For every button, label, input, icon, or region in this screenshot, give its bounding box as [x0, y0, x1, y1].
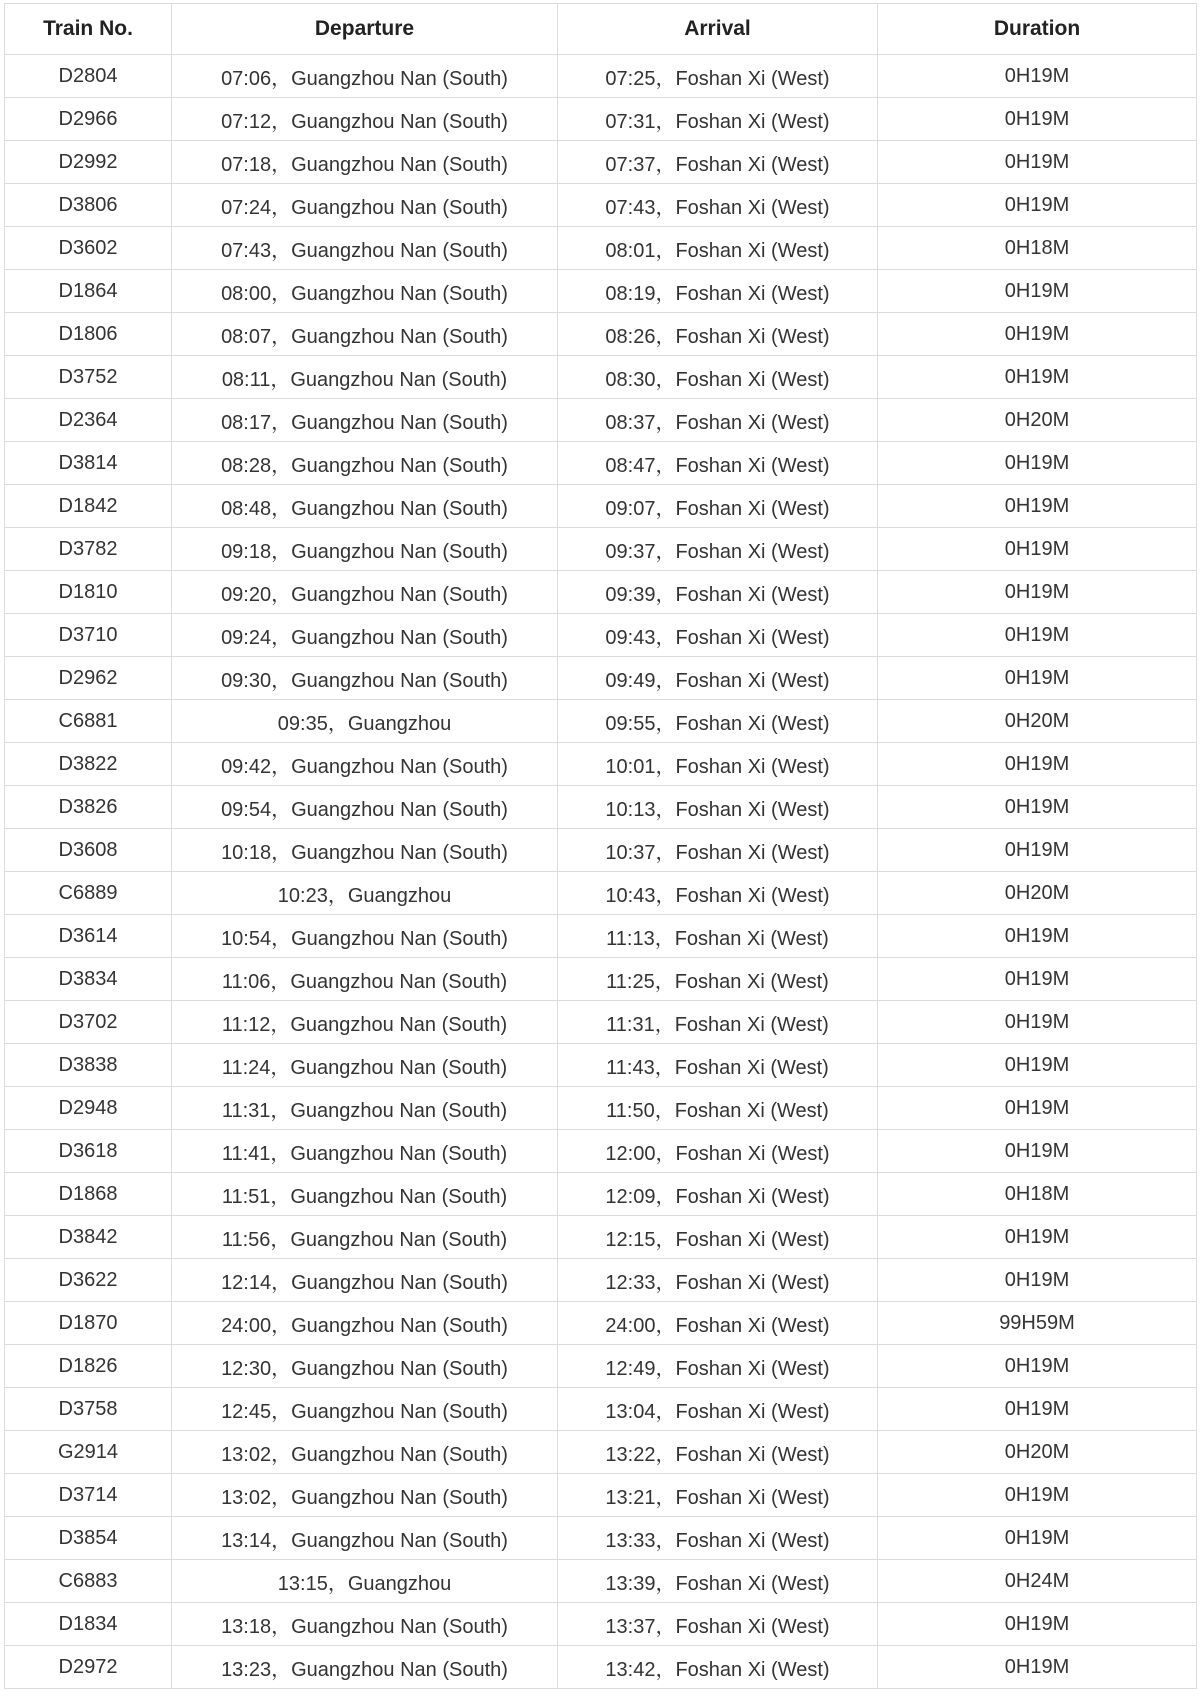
departure-cell: 08:11，Guangzhou Nan (South) — [172, 356, 558, 399]
train-number-cell: D3752 — [5, 356, 172, 399]
table-row — [5, 872, 1197, 915]
departure-cell: 10:54，Guangzhou Nan (South) — [172, 915, 558, 958]
departure-cell: 12:45，Guangzhou Nan (South) — [172, 1388, 558, 1431]
table-row — [5, 1560, 1197, 1603]
arrival-cell: 12:15，Foshan Xi (West) — [558, 1216, 878, 1259]
train-number-cell: D3602 — [5, 227, 172, 270]
duration-cell: 0H19M — [878, 528, 1197, 571]
arrival-cell: 08:01，Foshan Xi (West) — [558, 227, 878, 270]
arrival-cell: 13:42，Foshan Xi (West) — [558, 1646, 878, 1689]
departure-cell: 13:02，Guangzhou Nan (South) — [172, 1474, 558, 1517]
departure-cell: 08:00，Guangzhou Nan (South) — [172, 270, 558, 313]
duration-cell: 0H20M — [878, 399, 1197, 442]
arrival-cell: 12:00，Foshan Xi (West) — [558, 1130, 878, 1173]
departure-cell: 08:48，Guangzhou Nan (South) — [172, 485, 558, 528]
train-schedule-table — [4, 3, 1197, 1689]
arrival-cell: 11:13，Foshan Xi (West) — [558, 915, 878, 958]
arrival-cell: 09:55，Foshan Xi (West) — [558, 700, 878, 743]
arrival-cell: 11:25，Foshan Xi (West) — [558, 958, 878, 1001]
train-number-cell: D3822 — [5, 743, 172, 786]
departure-cell: 11:06，Guangzhou Nan (South) — [172, 958, 558, 1001]
train-number-cell: D3714 — [5, 1474, 172, 1517]
table-row — [5, 1001, 1197, 1044]
train-number-cell: D3622 — [5, 1259, 172, 1302]
arrival-cell: 11:31，Foshan Xi (West) — [558, 1001, 878, 1044]
train-number-cell: G2914 — [5, 1431, 172, 1474]
arrival-cell: 10:43，Foshan Xi (West) — [558, 872, 878, 915]
train-number-cell: D3806 — [5, 184, 172, 227]
table-row — [5, 1044, 1197, 1087]
duration-cell: 0H24M — [878, 1560, 1197, 1603]
table-row — [5, 915, 1197, 958]
arrival-cell: 13:33，Foshan Xi (West) — [558, 1517, 878, 1560]
duration-cell: 0H19M — [878, 1603, 1197, 1646]
train-number-cell: D1870 — [5, 1302, 172, 1345]
departure-cell: 13:18，Guangzhou Nan (South) — [172, 1603, 558, 1646]
header-train-no: Train No. — [5, 4, 172, 55]
duration-cell: 0H19M — [878, 1646, 1197, 1689]
table-row — [5, 442, 1197, 485]
train-number-cell: D3710 — [5, 614, 172, 657]
table-row — [5, 1646, 1197, 1689]
departure-cell: 09:18，Guangzhou Nan (South) — [172, 528, 558, 571]
departure-cell: 08:07，Guangzhou Nan (South) — [172, 313, 558, 356]
duration-cell: 99H59M — [878, 1302, 1197, 1345]
departure-cell: 09:30，Guangzhou Nan (South) — [172, 657, 558, 700]
table-row — [5, 1517, 1197, 1560]
duration-cell: 0H19M — [878, 55, 1197, 98]
departure-cell: 07:18，Guangzhou Nan (South) — [172, 141, 558, 184]
table-row — [5, 1302, 1197, 1345]
departure-cell: 11:12，Guangzhou Nan (South) — [172, 1001, 558, 1044]
table-row — [5, 614, 1197, 657]
departure-cell: 12:30，Guangzhou Nan (South) — [172, 1345, 558, 1388]
duration-cell: 0H19M — [878, 141, 1197, 184]
table-header — [5, 4, 1197, 55]
train-number-cell: D3854 — [5, 1517, 172, 1560]
table-row — [5, 98, 1197, 141]
arrival-cell: 12:09，Foshan Xi (West) — [558, 1173, 878, 1216]
arrival-cell: 13:37，Foshan Xi (West) — [558, 1603, 878, 1646]
train-number-cell: D2992 — [5, 141, 172, 184]
duration-cell: 0H19M — [878, 1216, 1197, 1259]
duration-cell: 0H20M — [878, 700, 1197, 743]
duration-cell: 0H20M — [878, 1431, 1197, 1474]
duration-cell: 0H19M — [878, 1001, 1197, 1044]
duration-cell: 0H19M — [878, 98, 1197, 141]
arrival-cell: 07:37，Foshan Xi (West) — [558, 141, 878, 184]
departure-cell: 09:54，Guangzhou Nan (South) — [172, 786, 558, 829]
departure-cell: 07:12，Guangzhou Nan (South) — [172, 98, 558, 141]
duration-cell: 0H19M — [878, 485, 1197, 528]
duration-cell: 0H19M — [878, 313, 1197, 356]
departure-cell: 09:42，Guangzhou Nan (South) — [172, 743, 558, 786]
duration-cell: 0H19M — [878, 356, 1197, 399]
table-row — [5, 786, 1197, 829]
duration-cell: 0H19M — [878, 829, 1197, 872]
arrival-cell: 09:37，Foshan Xi (West) — [558, 528, 878, 571]
table-row — [5, 1087, 1197, 1130]
departure-cell: 13:14，Guangzhou Nan (South) — [172, 1517, 558, 1560]
table-body — [5, 55, 1197, 1689]
arrival-cell: 10:01，Foshan Xi (West) — [558, 743, 878, 786]
header-duration: Duration — [878, 4, 1197, 55]
arrival-cell: 09:49，Foshan Xi (West) — [558, 657, 878, 700]
table-row — [5, 829, 1197, 872]
departure-cell: 10:23，Guangzhou — [172, 872, 558, 915]
table-row — [5, 1216, 1197, 1259]
duration-cell: 0H19M — [878, 184, 1197, 227]
train-number-cell: D3814 — [5, 442, 172, 485]
duration-cell: 0H19M — [878, 958, 1197, 1001]
arrival-cell: 08:30，Foshan Xi (West) — [558, 356, 878, 399]
table-row — [5, 227, 1197, 270]
table-row — [5, 1130, 1197, 1173]
train-number-cell: C6889 — [5, 872, 172, 915]
departure-cell: 13:15，Guangzhou — [172, 1560, 558, 1603]
train-number-cell: D3758 — [5, 1388, 172, 1431]
train-number-cell: D3618 — [5, 1130, 172, 1173]
arrival-cell: 12:49，Foshan Xi (West) — [558, 1345, 878, 1388]
departure-cell: 11:41，Guangzhou Nan (South) — [172, 1130, 558, 1173]
table-row — [5, 313, 1197, 356]
departure-cell: 07:06，Guangzhou Nan (South) — [172, 55, 558, 98]
arrival-cell: 07:25，Foshan Xi (West) — [558, 55, 878, 98]
train-number-cell: C6881 — [5, 700, 172, 743]
table-row — [5, 55, 1197, 98]
train-number-cell: D2948 — [5, 1087, 172, 1130]
departure-cell: 10:18，Guangzhou Nan (South) — [172, 829, 558, 872]
departure-cell: 11:56，Guangzhou Nan (South) — [172, 1216, 558, 1259]
train-number-cell: D3702 — [5, 1001, 172, 1044]
table-row — [5, 399, 1197, 442]
arrival-cell: 12:33，Foshan Xi (West) — [558, 1259, 878, 1302]
train-number-cell: D1810 — [5, 571, 172, 614]
duration-cell: 0H18M — [878, 1173, 1197, 1216]
arrival-cell: 13:04，Foshan Xi (West) — [558, 1388, 878, 1431]
arrival-cell: 09:39，Foshan Xi (West) — [558, 571, 878, 614]
train-number-cell: D1806 — [5, 313, 172, 356]
arrival-cell: 13:39，Foshan Xi (West) — [558, 1560, 878, 1603]
arrival-cell: 13:22，Foshan Xi (West) — [558, 1431, 878, 1474]
departure-cell: 12:14，Guangzhou Nan (South) — [172, 1259, 558, 1302]
departure-cell: 24:00，Guangzhou Nan (South) — [172, 1302, 558, 1345]
arrival-cell: 24:00，Foshan Xi (West) — [558, 1302, 878, 1345]
departure-cell: 13:23，Guangzhou Nan (South) — [172, 1646, 558, 1689]
train-number-cell: D1868 — [5, 1173, 172, 1216]
departure-cell: 09:20，Guangzhou Nan (South) — [172, 571, 558, 614]
departure-cell: 11:24，Guangzhou Nan (South) — [172, 1044, 558, 1087]
table-row — [5, 1345, 1197, 1388]
table-row — [5, 958, 1197, 1001]
departure-cell: 08:28，Guangzhou Nan (South) — [172, 442, 558, 485]
header-departure: Departure — [172, 4, 558, 55]
duration-cell: 0H19M — [878, 786, 1197, 829]
train-number-cell: D2364 — [5, 399, 172, 442]
departure-cell: 07:24，Guangzhou Nan (South) — [172, 184, 558, 227]
duration-cell: 0H19M — [878, 442, 1197, 485]
header-arrival: Arrival — [558, 4, 878, 55]
arrival-cell: 13:21，Foshan Xi (West) — [558, 1474, 878, 1517]
table-row — [5, 1259, 1197, 1302]
train-number-cell: D1834 — [5, 1603, 172, 1646]
table-row — [5, 1388, 1197, 1431]
duration-cell: 0H18M — [878, 227, 1197, 270]
table-row — [5, 1603, 1197, 1646]
train-number-cell: D2804 — [5, 55, 172, 98]
table-row — [5, 700, 1197, 743]
arrival-cell: 09:43，Foshan Xi (West) — [558, 614, 878, 657]
duration-cell: 0H20M — [878, 872, 1197, 915]
arrival-cell: 11:43，Foshan Xi (West) — [558, 1044, 878, 1087]
table-row — [5, 571, 1197, 614]
train-number-cell: D1826 — [5, 1345, 172, 1388]
arrival-cell: 10:13，Foshan Xi (West) — [558, 786, 878, 829]
departure-cell: 09:24，Guangzhou Nan (South) — [172, 614, 558, 657]
duration-cell: 0H19M — [878, 571, 1197, 614]
arrival-cell: 07:43，Foshan Xi (West) — [558, 184, 878, 227]
table-row — [5, 270, 1197, 313]
duration-cell: 0H19M — [878, 1517, 1197, 1560]
arrival-cell: 08:47，Foshan Xi (West) — [558, 442, 878, 485]
duration-cell: 0H19M — [878, 743, 1197, 786]
arrival-cell: 08:19，Foshan Xi (West) — [558, 270, 878, 313]
table-row — [5, 1173, 1197, 1216]
table-row — [5, 1474, 1197, 1517]
train-number-cell: D3608 — [5, 829, 172, 872]
departure-cell: 09:35，Guangzhou — [172, 700, 558, 743]
duration-cell: 0H19M — [878, 657, 1197, 700]
departure-cell: 07:43，Guangzhou Nan (South) — [172, 227, 558, 270]
table-row — [5, 743, 1197, 786]
arrival-cell: 08:37，Foshan Xi (West) — [558, 399, 878, 442]
duration-cell: 0H19M — [878, 1474, 1197, 1517]
train-number-cell: D2962 — [5, 657, 172, 700]
departure-cell: 13:02，Guangzhou Nan (South) — [172, 1431, 558, 1474]
header-row — [5, 4, 1197, 55]
arrival-cell: 11:50，Foshan Xi (West) — [558, 1087, 878, 1130]
table-row — [5, 184, 1197, 227]
train-number-cell: D1864 — [5, 270, 172, 313]
arrival-cell: 07:31，Foshan Xi (West) — [558, 98, 878, 141]
train-number-cell: D3614 — [5, 915, 172, 958]
arrival-cell: 09:07，Foshan Xi (West) — [558, 485, 878, 528]
train-number-cell: D2966 — [5, 98, 172, 141]
table-row — [5, 356, 1197, 399]
train-schedule-table-container — [4, 3, 1196, 1689]
duration-cell: 0H19M — [878, 614, 1197, 657]
departure-cell: 11:31，Guangzhou Nan (South) — [172, 1087, 558, 1130]
duration-cell: 0H19M — [878, 270, 1197, 313]
train-number-cell: C6883 — [5, 1560, 172, 1603]
train-number-cell: D3838 — [5, 1044, 172, 1087]
duration-cell: 0H19M — [878, 1087, 1197, 1130]
train-number-cell: D3842 — [5, 1216, 172, 1259]
table-row — [5, 141, 1197, 184]
duration-cell: 0H19M — [878, 1044, 1197, 1087]
duration-cell: 0H19M — [878, 1259, 1197, 1302]
table-row — [5, 657, 1197, 700]
departure-cell: 08:17，Guangzhou Nan (South) — [172, 399, 558, 442]
train-number-cell: D1842 — [5, 485, 172, 528]
duration-cell: 0H19M — [878, 1130, 1197, 1173]
train-number-cell: D3782 — [5, 528, 172, 571]
arrival-cell: 10:37，Foshan Xi (West) — [558, 829, 878, 872]
table-row — [5, 528, 1197, 571]
train-number-cell: D3826 — [5, 786, 172, 829]
train-number-cell: D2972 — [5, 1646, 172, 1689]
train-number-cell: D3834 — [5, 958, 172, 1001]
table-row — [5, 485, 1197, 528]
arrival-cell: 08:26，Foshan Xi (West) — [558, 313, 878, 356]
table-row — [5, 1431, 1197, 1474]
duration-cell: 0H19M — [878, 1345, 1197, 1388]
duration-cell: 0H19M — [878, 1388, 1197, 1431]
duration-cell: 0H19M — [878, 915, 1197, 958]
departure-cell: 11:51，Guangzhou Nan (South) — [172, 1173, 558, 1216]
